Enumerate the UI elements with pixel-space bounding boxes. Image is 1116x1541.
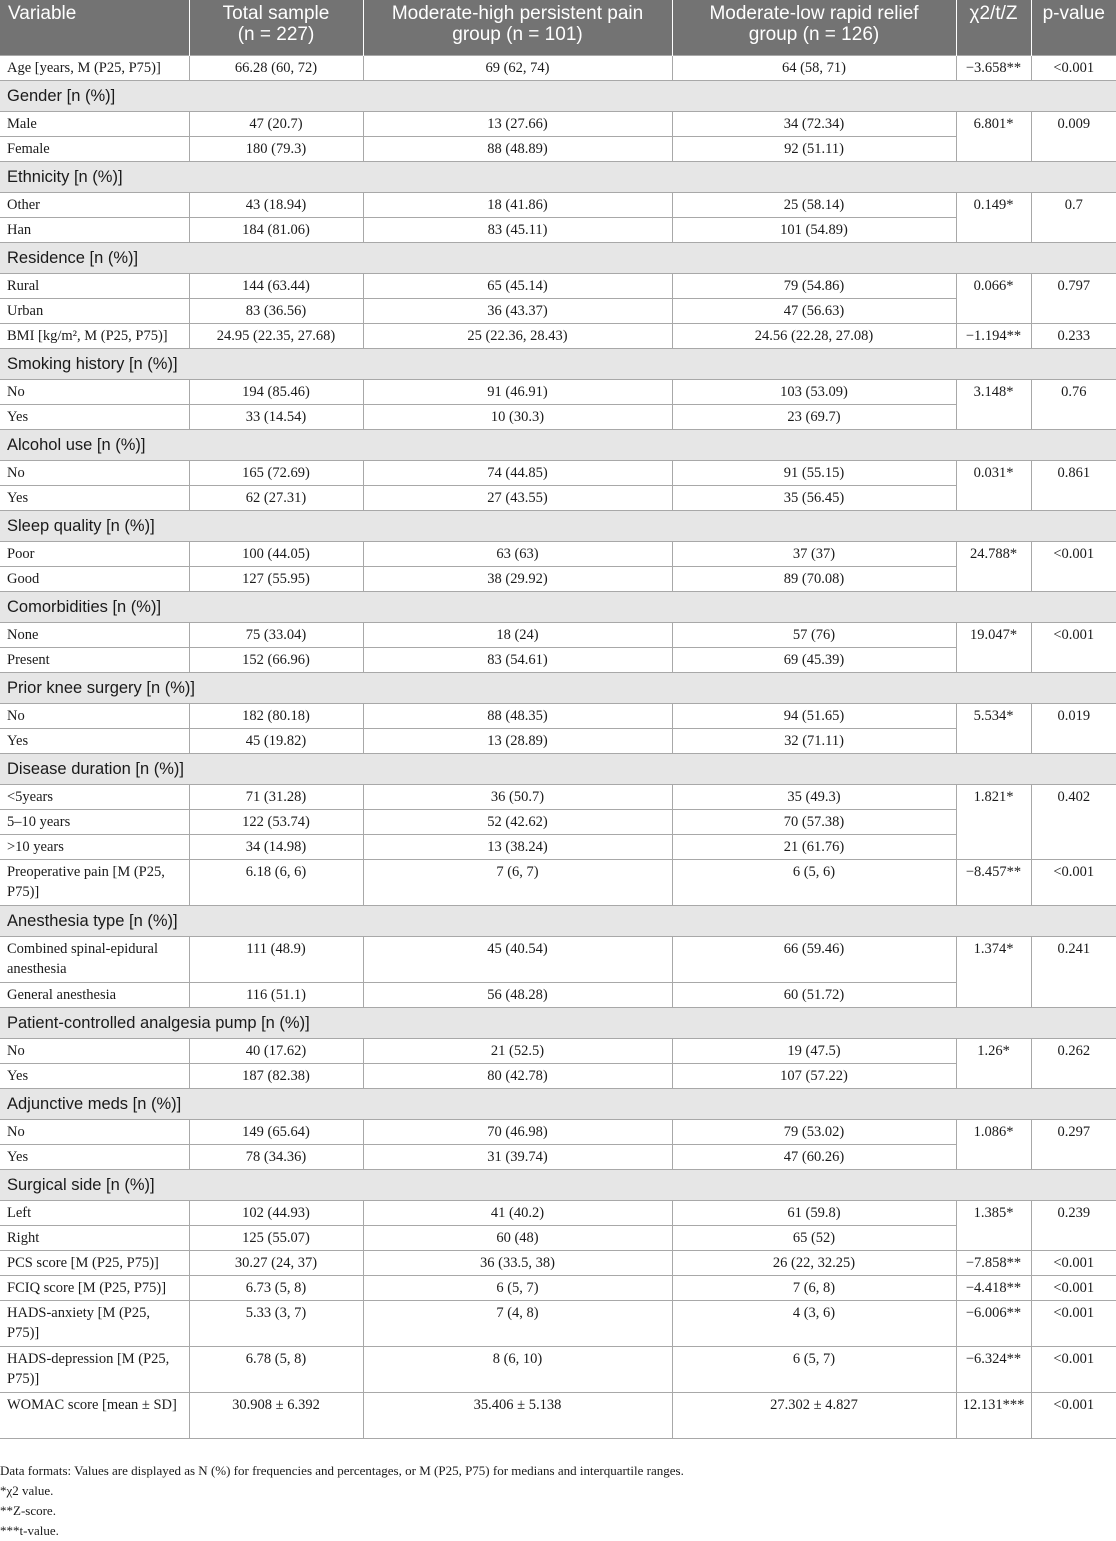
cell-high: 65 (45.14) xyxy=(363,273,672,298)
cell-stat: −6.324** xyxy=(956,1346,1031,1392)
cell-stat: 1.385* xyxy=(956,1200,1031,1250)
cell-high: 10 (30.3) xyxy=(363,404,672,429)
cell-p: 0.019 xyxy=(1031,703,1116,753)
header-p-value: p-value xyxy=(1031,0,1116,55)
cell-total: 33 (14.54) xyxy=(189,404,363,429)
section-label: Adjunctive meds [n (%)] xyxy=(0,1088,1116,1119)
cell-total: 24.95 (22.35, 27.68) xyxy=(189,323,363,348)
table-row xyxy=(0,1346,1116,1392)
cell-total: 45 (19.82) xyxy=(189,728,363,753)
table-row xyxy=(0,55,1116,80)
table-row xyxy=(0,1200,1116,1225)
table-row xyxy=(0,192,1116,217)
cell-low: 94 (51.65) xyxy=(672,703,956,728)
cell-low: 66 (59.46) xyxy=(672,936,956,982)
header-high-n: group (n = 101) xyxy=(452,24,583,45)
section-label: Smoking history [n (%)] xyxy=(0,348,1116,379)
cell-total: 5.33 (3, 7) xyxy=(189,1300,363,1346)
section-label: Alcohol use [n (%)] xyxy=(0,429,1116,460)
footnote-chi2: *χ2 value. xyxy=(0,1483,54,1498)
table-row xyxy=(0,834,1116,859)
cell-low: 61 (59.8) xyxy=(672,1200,956,1225)
cell-total: 184 (81.06) xyxy=(189,217,363,242)
cell-p: 0.7 xyxy=(1031,192,1116,242)
cell-total: 30.908 ± 6.392 xyxy=(189,1392,363,1438)
cell-high: 88 (48.35) xyxy=(363,703,672,728)
cell-low: 34 (72.34) xyxy=(672,111,956,136)
cell-stat: 0.031* xyxy=(956,460,1031,510)
header-high-label: Moderate-high persistent pain xyxy=(391,3,644,24)
cell-label: Han xyxy=(0,217,189,242)
cell-label: Rural xyxy=(0,273,189,298)
header-statistic: χ2/t/Z xyxy=(956,0,1031,55)
cell-high: 13 (28.89) xyxy=(363,728,672,753)
header-total-n: (n = 227) xyxy=(237,24,315,45)
cell-label: No xyxy=(0,460,189,485)
cell-high: 8 (6, 10) xyxy=(363,1346,672,1392)
table-row xyxy=(0,379,1116,404)
section-label: Sleep quality [n (%)] xyxy=(0,510,1116,541)
cell-low: 23 (69.7) xyxy=(672,404,956,429)
cell-p: 0.233 xyxy=(1031,323,1116,348)
footnote-t: ***t-value. xyxy=(0,1523,59,1538)
cell-high: 36 (43.37) xyxy=(363,298,672,323)
cell-stat: 12.131*** xyxy=(956,1392,1031,1438)
cell-high: 88 (48.89) xyxy=(363,136,672,161)
cell-total: 111 (48.9) xyxy=(189,936,363,982)
cell-label: FCIQ score [M (P25, P75)] xyxy=(0,1275,189,1300)
cell-high: 41 (40.2) xyxy=(363,1200,672,1225)
cell-total: 125 (55.07) xyxy=(189,1225,363,1250)
cell-high: 45 (40.54) xyxy=(363,936,672,982)
cell-high: 38 (29.92) xyxy=(363,566,672,591)
footnote-z: **Z-score. xyxy=(0,1503,56,1518)
cell-stat: 6.801* xyxy=(956,111,1031,161)
table-row xyxy=(0,1392,1116,1438)
cell-low: 57 (76) xyxy=(672,622,956,647)
cell-stat: 1.26* xyxy=(956,1038,1031,1088)
cell-stat: 1.374* xyxy=(956,936,1031,1007)
table-row xyxy=(0,936,1116,982)
cell-stat: −3.658** xyxy=(956,55,1031,80)
cell-label: Present xyxy=(0,647,189,672)
cell-p: <0.001 xyxy=(1031,622,1116,672)
cell-stat: −4.418** xyxy=(956,1275,1031,1300)
cell-high: 83 (45.11) xyxy=(363,217,672,242)
cell-p: 0.861 xyxy=(1031,460,1116,510)
cell-low: 32 (71.11) xyxy=(672,728,956,753)
table-row xyxy=(0,485,1116,510)
cell-high: 83 (54.61) xyxy=(363,647,672,672)
cell-high: 56 (48.28) xyxy=(363,982,672,1007)
cell-low: 47 (60.26) xyxy=(672,1144,956,1169)
section-row xyxy=(0,348,1116,379)
cell-low: 79 (54.86) xyxy=(672,273,956,298)
section-row xyxy=(0,429,1116,460)
cell-total: 116 (51.1) xyxy=(189,982,363,1007)
cell-label: Right xyxy=(0,1225,189,1250)
section-row xyxy=(0,80,1116,111)
cell-p: 0.239 xyxy=(1031,1200,1116,1250)
table-footnotes xyxy=(0,1461,1110,1541)
cell-stat: −7.858** xyxy=(956,1250,1031,1275)
table-row xyxy=(0,111,1116,136)
cell-p: 0.402 xyxy=(1031,784,1116,859)
cell-p: <0.001 xyxy=(1031,541,1116,591)
section-label: Comorbidities [n (%)] xyxy=(0,591,1116,622)
cell-low: 27.302 ± 4.827 xyxy=(672,1392,956,1438)
cell-low: 37 (37) xyxy=(672,541,956,566)
section-row xyxy=(0,1088,1116,1119)
cell-high: 21 (52.5) xyxy=(363,1038,672,1063)
cell-p: 0.76 xyxy=(1031,379,1116,429)
cell-stat: 0.149* xyxy=(956,192,1031,242)
cell-total: 83 (36.56) xyxy=(189,298,363,323)
section-row xyxy=(0,161,1116,192)
cell-label: Urban xyxy=(0,298,189,323)
cell-high: 13 (38.24) xyxy=(363,834,672,859)
cell-label: BMI [kg/m², M (P25, P75)] xyxy=(0,323,189,348)
section-row xyxy=(0,1007,1116,1038)
cell-stat: 1.821* xyxy=(956,784,1031,859)
cell-p: 0.297 xyxy=(1031,1119,1116,1169)
cell-label: No xyxy=(0,1119,189,1144)
cell-p: 0.797 xyxy=(1031,273,1116,323)
cell-low: 21 (61.76) xyxy=(672,834,956,859)
cell-low: 79 (53.02) xyxy=(672,1119,956,1144)
cell-label: HADS-anxiety [M (P25, P75)] xyxy=(0,1300,189,1346)
cell-total: 62 (27.31) xyxy=(189,485,363,510)
cell-low: 89 (70.08) xyxy=(672,566,956,591)
cell-total: 34 (14.98) xyxy=(189,834,363,859)
table-row xyxy=(0,273,1116,298)
table-body xyxy=(0,55,1116,1438)
table-row xyxy=(0,1275,1116,1300)
cell-high: 91 (46.91) xyxy=(363,379,672,404)
cell-low: 65 (52) xyxy=(672,1225,956,1250)
cell-stat: 0.066* xyxy=(956,273,1031,323)
section-row xyxy=(0,1169,1116,1200)
cell-total: 100 (44.05) xyxy=(189,541,363,566)
cell-p: <0.001 xyxy=(1031,1250,1116,1275)
cell-stat: 19.047* xyxy=(956,622,1031,672)
cell-high: 69 (62, 74) xyxy=(363,55,672,80)
cell-stat: −8.457** xyxy=(956,859,1031,905)
header-high-group xyxy=(363,0,672,55)
cell-low: 92 (51.11) xyxy=(672,136,956,161)
cell-low: 24.56 (22.28, 27.08) xyxy=(672,323,956,348)
cell-label: Yes xyxy=(0,728,189,753)
cell-label: Age [years, M (P25, P75)] xyxy=(0,55,189,80)
cell-total: 152 (66.96) xyxy=(189,647,363,672)
cell-low: 25 (58.14) xyxy=(672,192,956,217)
cell-total: 165 (72.69) xyxy=(189,460,363,485)
cell-label: Yes xyxy=(0,485,189,510)
header-total-label: Total sample xyxy=(222,3,330,24)
cell-high: 36 (33.5, 38) xyxy=(363,1250,672,1275)
cell-low: 107 (57.22) xyxy=(672,1063,956,1088)
cell-total: 102 (44.93) xyxy=(189,1200,363,1225)
cell-low: 26 (22, 32.25) xyxy=(672,1250,956,1275)
cell-stat: 24.788* xyxy=(956,541,1031,591)
footnote-formats: Data formats: Values are displayed as N (%) for frequencies and percentages, or M (P25, P75) for medians and interquartile ranges. xyxy=(0,1463,684,1478)
section-label: Patient-controlled analgesia pump [n (%)] xyxy=(0,1007,1116,1038)
table-row xyxy=(0,784,1116,809)
cell-p: <0.001 xyxy=(1031,1346,1116,1392)
cell-high: 63 (63) xyxy=(363,541,672,566)
cell-high: 6 (5, 7) xyxy=(363,1275,672,1300)
cell-high: 31 (39.74) xyxy=(363,1144,672,1169)
cell-p: <0.001 xyxy=(1031,1392,1116,1438)
table-row xyxy=(0,647,1116,672)
section-row xyxy=(0,753,1116,784)
cell-p: <0.001 xyxy=(1031,1275,1116,1300)
cell-high: 70 (46.98) xyxy=(363,1119,672,1144)
table-row xyxy=(0,298,1116,323)
table-row xyxy=(0,809,1116,834)
header-low-group xyxy=(672,0,956,55)
cell-total: 149 (65.64) xyxy=(189,1119,363,1144)
cell-stat: −6.006** xyxy=(956,1300,1031,1346)
cell-high: 18 (41.86) xyxy=(363,192,672,217)
section-row xyxy=(0,242,1116,273)
section-row xyxy=(0,672,1116,703)
header-variable: Variable xyxy=(0,0,189,55)
cell-p: <0.001 xyxy=(1031,55,1116,80)
section-row xyxy=(0,591,1116,622)
header-low-n: group (n = 126) xyxy=(748,24,880,45)
cell-low: 6 (5, 7) xyxy=(672,1346,956,1392)
cell-total: 180 (79.3) xyxy=(189,136,363,161)
cell-label: None xyxy=(0,622,189,647)
section-row xyxy=(0,510,1116,541)
cell-low: 91 (55.15) xyxy=(672,460,956,485)
cell-low: 101 (54.89) xyxy=(672,217,956,242)
cell-p: 0.009 xyxy=(1031,111,1116,161)
cell-label: Left xyxy=(0,1200,189,1225)
table-row xyxy=(0,1063,1116,1088)
cell-label: Yes xyxy=(0,1144,189,1169)
cell-high: 18 (24) xyxy=(363,622,672,647)
cell-label: PCS score [M (P25, P75)] xyxy=(0,1250,189,1275)
section-label: Ethnicity [n (%)] xyxy=(0,161,1116,192)
table-row xyxy=(0,323,1116,348)
cell-low: 47 (56.63) xyxy=(672,298,956,323)
cell-total: 40 (17.62) xyxy=(189,1038,363,1063)
cell-low: 35 (49.3) xyxy=(672,784,956,809)
cell-label: Yes xyxy=(0,1063,189,1088)
cell-label: No xyxy=(0,703,189,728)
table-row xyxy=(0,1144,1116,1169)
cell-p: 0.262 xyxy=(1031,1038,1116,1088)
table-row xyxy=(0,404,1116,429)
cell-label: <5years xyxy=(0,784,189,809)
cell-label: Other xyxy=(0,192,189,217)
cell-total: 43 (18.94) xyxy=(189,192,363,217)
cell-high: 52 (42.62) xyxy=(363,809,672,834)
cell-total: 6.78 (5, 8) xyxy=(189,1346,363,1392)
section-label: Disease duration [n (%)] xyxy=(0,753,1116,784)
cell-high: 80 (42.78) xyxy=(363,1063,672,1088)
section-label: Gender [n (%)] xyxy=(0,80,1116,111)
table-row xyxy=(0,566,1116,591)
cell-stat: 5.534* xyxy=(956,703,1031,753)
cell-total: 127 (55.95) xyxy=(189,566,363,591)
section-label: Residence [n (%)] xyxy=(0,242,1116,273)
cell-high: 35.406 ± 5.138 xyxy=(363,1392,672,1438)
cell-total: 182 (80.18) xyxy=(189,703,363,728)
table-row xyxy=(0,460,1116,485)
section-label: Surgical side [n (%)] xyxy=(0,1169,1116,1200)
table-row xyxy=(0,982,1116,1007)
cell-high: 7 (4, 8) xyxy=(363,1300,672,1346)
cell-high: 13 (27.66) xyxy=(363,111,672,136)
section-label: Prior knee surgery [n (%)] xyxy=(0,672,1116,703)
cell-high: 25 (22.36, 28.43) xyxy=(363,323,672,348)
cell-high: 27 (43.55) xyxy=(363,485,672,510)
table-row xyxy=(0,1250,1116,1275)
cell-total: 78 (34.36) xyxy=(189,1144,363,1169)
cell-total: 6.18 (6, 6) xyxy=(189,859,363,905)
table-row xyxy=(0,1038,1116,1063)
header-low-label: Moderate-low rapid relief xyxy=(709,3,919,24)
cell-total: 66.28 (60, 72) xyxy=(189,55,363,80)
section-row xyxy=(0,905,1116,936)
cell-label: Poor xyxy=(0,541,189,566)
header-total xyxy=(189,0,363,55)
cell-total: 75 (33.04) xyxy=(189,622,363,647)
cell-p: <0.001 xyxy=(1031,859,1116,905)
cell-low: 103 (53.09) xyxy=(672,379,956,404)
table-row xyxy=(0,859,1116,905)
cell-label: Female xyxy=(0,136,189,161)
table-row xyxy=(0,1300,1116,1346)
table-row xyxy=(0,728,1116,753)
cell-total: 144 (63.44) xyxy=(189,273,363,298)
cell-label: Good xyxy=(0,566,189,591)
cell-total: 122 (53.74) xyxy=(189,809,363,834)
table-row xyxy=(0,136,1116,161)
cell-stat: 1.086* xyxy=(956,1119,1031,1169)
cell-high: 60 (48) xyxy=(363,1225,672,1250)
cell-label: 5–10 years xyxy=(0,809,189,834)
cell-high: 36 (50.7) xyxy=(363,784,672,809)
cell-label: HADS-depression [M (P25, P75)] xyxy=(0,1346,189,1392)
table-row xyxy=(0,217,1116,242)
cell-low: 19 (47.5) xyxy=(672,1038,956,1063)
section-label: Anesthesia type [n (%)] xyxy=(0,905,1116,936)
table-header xyxy=(0,0,1116,55)
cell-label: General anesthesia xyxy=(0,982,189,1007)
cell-total: 194 (85.46) xyxy=(189,379,363,404)
cell-total: 47 (20.7) xyxy=(189,111,363,136)
cell-label: WOMAC score [mean ± SD] xyxy=(0,1392,189,1438)
cell-low: 70 (57.38) xyxy=(672,809,956,834)
cell-label: Preoperative pain [M (P25, P75)] xyxy=(0,859,189,905)
table-row xyxy=(0,1119,1116,1144)
cell-low: 69 (45.39) xyxy=(672,647,956,672)
cell-low: 4 (3, 6) xyxy=(672,1300,956,1346)
cell-stat: −1.194** xyxy=(956,323,1031,348)
table-row xyxy=(0,703,1116,728)
cell-low: 60 (51.72) xyxy=(672,982,956,1007)
cell-label: Yes xyxy=(0,404,189,429)
cell-label: >10 years xyxy=(0,834,189,859)
table-row xyxy=(0,1225,1116,1250)
cell-label: No xyxy=(0,379,189,404)
table-row xyxy=(0,541,1116,566)
cell-label: Male xyxy=(0,111,189,136)
cell-low: 7 (6, 8) xyxy=(672,1275,956,1300)
cell-low: 6 (5, 6) xyxy=(672,859,956,905)
cell-low: 35 (56.45) xyxy=(672,485,956,510)
cell-stat: 3.148* xyxy=(956,379,1031,429)
cell-total: 30.27 (24, 37) xyxy=(189,1250,363,1275)
cell-label: No xyxy=(0,1038,189,1063)
cell-p: 0.241 xyxy=(1031,936,1116,1007)
cell-low: 64 (58, 71) xyxy=(672,55,956,80)
cell-total: 187 (82.38) xyxy=(189,1063,363,1088)
cell-total: 71 (31.28) xyxy=(189,784,363,809)
cell-p: <0.001 xyxy=(1031,1300,1116,1346)
cell-total: 6.73 (5, 8) xyxy=(189,1275,363,1300)
cell-high: 74 (44.85) xyxy=(363,460,672,485)
cell-high: 7 (6, 7) xyxy=(363,859,672,905)
table-row xyxy=(0,622,1116,647)
cell-label: Combined spinal-epidural anesthesia xyxy=(0,936,189,982)
